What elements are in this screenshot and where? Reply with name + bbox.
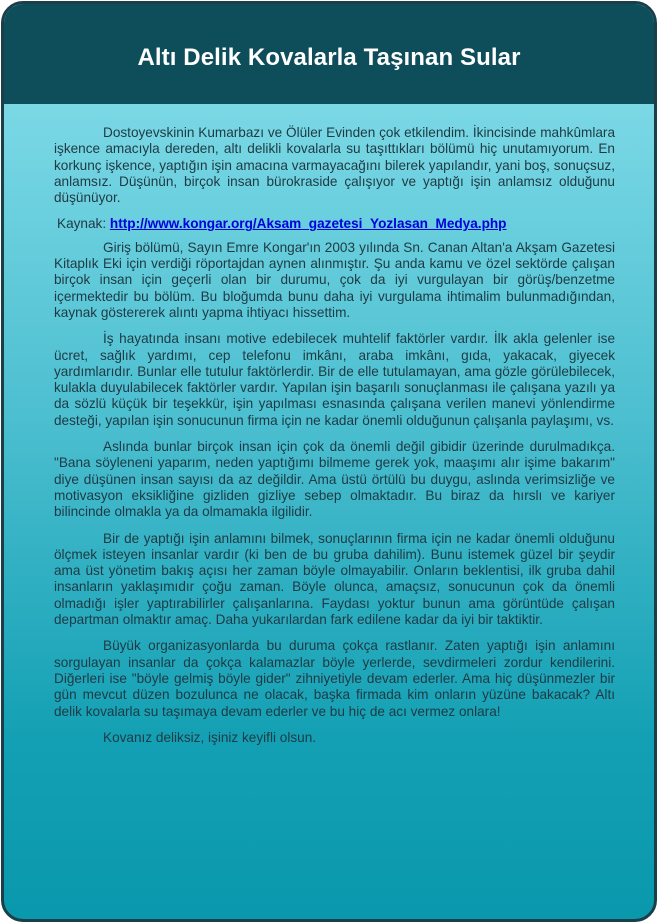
- article-card: [1, 1, 657, 922]
- paragraph-intro: Dostoyevskinin Kumarbazı ve Ölüler Evinden çok etkilendim. İkincisinde mahkûmlara işkence amacıyla dereden, altı delikli kovalarla su taşıttıkları bölümü hiç unutamıyorum. En korkunç işkence, yaptığın işin amacına varmayacağını bilerek yapılandır, yani boş, sonuçsuz, anlamsız. Düşünün, birçok insan bürokraside çalışıyor ve yaptığı işin anlamsız olduğunu düşünüyor.: [54, 125, 615, 206]
- source-link[interactable]: http://www.kongar.org/Aksam_gazetesi_Yozlasan_Medya.php: [109, 216, 507, 232]
- paragraph-2: Giriş bölümü, Sayın Emre Kongar'ın 2003 yılında Sn. Canan Altan'a Akşam Gazetesi Kitaplık Eki için verdiği röportajdan aynen alınmıştır. Şu anda kamu ve özel sektörde çalışan birçok insan için geçerli olan bir durumu, çok da iyi vurgulayan bir görüş/benzetme içermektedir bu bölüm. Bu bloğumda bunu daha iyi vurgulama ihtimalim bulunmadığından, kaynak göstererek alıntı yapma ihtiyacı hissettim.: [54, 239, 615, 320]
- article-body: [54, 125, 615, 756]
- paragraph-5: Bir de yaptığı işin anlamını bilmek, sonuçlarının firma için ne kadar önemli olduğunu ölçmek isteyen insanlar vardır (ki ben de bu gruba dahilim). Bunu istemek güzel bir şeydir ama üst yönetim bakış açısı her zaman böyle olmayabilir. Onların beklentisi, ilk gruba dahil insanların yaklaşımıdır çoğu zaman. Böyle olunca, amaçsız, sonucunun çok da önemli olmadığı işler yaptırabilirler çalışanlarına. Faydası yoktur bunun ama görüntüde çalışan departman olmaktır amaç. Daha yukarılardan fark edilene kadar da iyi bir taktiktir.: [54, 530, 615, 628]
- paragraph-4: Aslında bunlar birçok insan için çok da önemli değil gibidir üzerinde durulmadıkça. "Bana söyleneni yaparım, neden yaptığımı bilmeme gerek yok, maaşımı alır işime bakarım" diye düşünen insan sayısı da az değildir. Ama üstü örtülü bu duygu, aslında verimsizliğe ve motivasyon eksikliğine gizliden gizliye sebep olmaktadır. Bu biraz da hırslı ve kariyer bilincinde olmakla ya da olmamakla ilgilidir.: [54, 439, 615, 520]
- source-label: Kaynak:: [57, 216, 107, 232]
- paragraph-closing: Kovanız deliksiz, işiniz keyifli olsun.: [103, 729, 317, 745]
- source-line: [57, 216, 615, 232]
- paragraph-3: İş hayatında insanı motive edebilecek muhtelif faktörler vardır. İlk akla gelenler ise ücret, sağlık yardımı, cep telefonu imkânı, araba imkânı, gıda, yakacak, giyecek yardımlarıdır. Bunlar elle tutulur faktörlerdir. Bir de elle tutulamayan, ama gözle görülebilecek, kulakla duyulabilecek faktörler vardır. Yapılan işin başarılı sonuçlanması ile çalışana yazılı ya da sözlü küçük bir teşekkür, işin yapılması esnasında çalışana verilen manevi yönlendirme desteği, yapılan işin sonucunun firma için ne kadar önemli olduğunun çalışanla paylaşımı, vs.: [54, 331, 615, 428]
- article-header: [4, 4, 654, 104]
- paragraph-6: Büyük organizasyonlarda bu duruma çokça rastlanır. Zaten yaptığı işin anlamını sorgulayan insanlar da çokça kalamazlar böyle yerlerde, sevdirmeleri zordur kendilerini. Diğerleri ise "böyle gelmiş böyle gider" zihniyetiyle devam ederler. Ama hiç düşünmezler bir gün mevcut düzen bozulunca ne olacak, başka firmada kim onların yüzüne bakacak? Altı delik kovalarla su taşımaya devam ederler ve bu hiç de acı vermez onlara!: [54, 638, 615, 719]
- article-title: Altı Delik Kovalarla Taşınan Sular: [137, 44, 521, 71]
